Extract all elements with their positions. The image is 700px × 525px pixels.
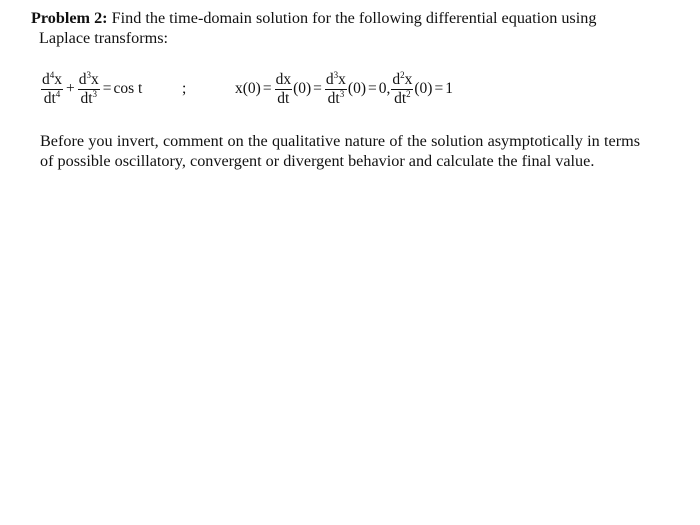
problem-intro-line2: Laplace transforms:: [39, 29, 168, 47]
x-at-zero: x(0): [235, 80, 261, 97]
rhs-cos-t: cos t: [113, 80, 143, 97]
plus-sign: +: [66, 80, 75, 97]
zero-value: 0,: [378, 80, 391, 97]
fourth-derivative-fraction: $\frac{d^4x}{dt^4}$: [42, 69, 62, 107]
equation-separator: ;: [182, 80, 187, 97]
first-derivative-fraction: $\frac{dx}{dt}$: [275, 70, 292, 107]
initial-conditions: x(0) = $\frac{dx}{dt}$ (0) = $\frac{d^3x}{dt^3}$ (0) = 0, $\frac{d^2x}{dt^2}$ (0) = 1: [235, 69, 453, 107]
differential-equation: [40, 67, 142, 111]
equals-sign: =: [102, 80, 112, 97]
third-derivative-fraction: $\frac{d^3x}{dt^3}$: [78, 69, 99, 107]
second-derivative-fraction: $\frac{d^2x}{dt^2}$: [392, 69, 413, 107]
one-value: 1: [445, 80, 453, 97]
comment-paragraph: Before you invert, comment on the qualitative nature of the solution asymptotically in terms of possible oscillatory, convergent or divergent behavior and calculate the final value.: [40, 132, 640, 170]
equation-row: [40, 67, 640, 111]
problem-label: Problem 2:: [31, 9, 108, 27]
problem-intro-line1: Find the time-domain solution for the following differential equation using: [111, 9, 597, 27]
problem-statement: [31, 8, 671, 48]
ic-third-derivative-fraction: $\frac{d^3x}{dt^3}$: [325, 69, 346, 107]
